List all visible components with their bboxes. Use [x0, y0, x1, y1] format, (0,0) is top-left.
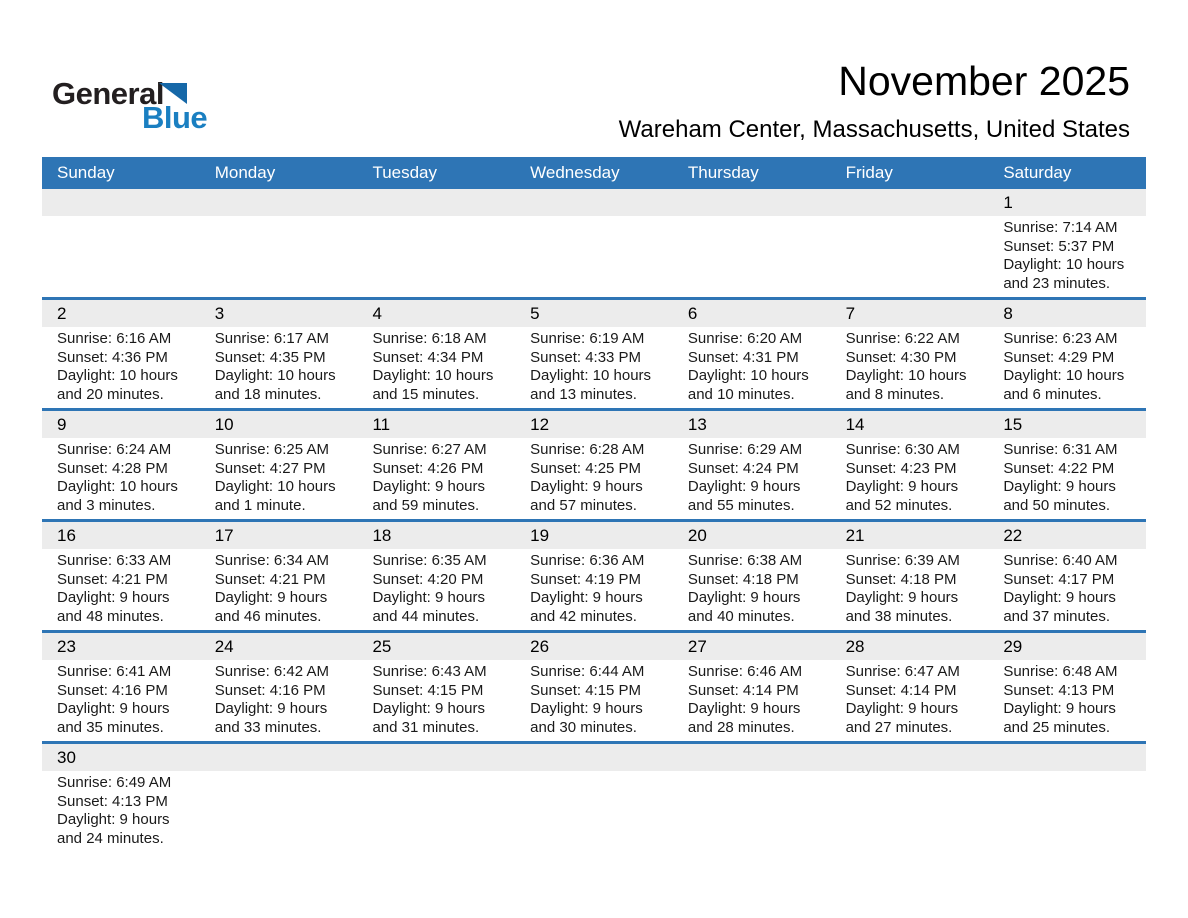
- day-cell: [988, 549, 1146, 630]
- day-info-line: Daylight: 10 hours: [57, 478, 178, 495]
- day-info-line: Daylight: 10 hours: [687, 367, 809, 384]
- empty-day-number: [515, 744, 673, 771]
- day-info-line: Sunset: 4:19 PM: [530, 570, 642, 588]
- day-info-line: and 52 minutes.: [845, 496, 953, 514]
- day-info-line: and 33 minutes.: [214, 718, 322, 736]
- day-cell: [673, 549, 831, 630]
- weekday-header-monday: Monday: [214, 163, 276, 182]
- day-info-line: Sunset: 4:31 PM: [687, 348, 799, 366]
- calendar: [42, 157, 1146, 852]
- day-info-line: Sunset: 4:22 PM: [1003, 459, 1115, 477]
- day-info-line: Sunrise: 6:36 AM: [530, 552, 645, 569]
- day-info-line: Daylight: 10 hours: [214, 478, 336, 495]
- day-info-line: Sunrise: 6:29 AM: [687, 441, 803, 458]
- day-info-line: and 57 minutes.: [530, 496, 637, 514]
- day-number: 27: [687, 637, 707, 656]
- day-info-line: Daylight: 10 hours: [57, 367, 178, 384]
- day-number: 21: [845, 526, 865, 545]
- day-info-line: Sunset: 4:24 PM: [687, 459, 799, 477]
- day-info-line: and 42 minutes.: [530, 607, 637, 625]
- day-info-line: Sunrise: 6:46 AM: [687, 663, 803, 680]
- day-info-line: and 27 minutes.: [845, 718, 953, 736]
- day-info-line: Daylight: 9 hours: [1003, 589, 1116, 606]
- day-info-line: Daylight: 9 hours: [687, 700, 801, 717]
- day-info-line: Daylight: 10 hours: [1003, 256, 1125, 273]
- day-info-line: Sunset: 4:26 PM: [372, 459, 484, 477]
- day-cell: [515, 549, 673, 630]
- day-info-line: Daylight: 9 hours: [57, 589, 170, 606]
- day-info-line: Daylight: 10 hours: [214, 367, 336, 384]
- day-number-band: [42, 633, 1146, 660]
- day-info-line: Sunset: 4:29 PM: [1003, 348, 1115, 366]
- day-info-line: Sunrise: 6:44 AM: [530, 663, 645, 680]
- empty-day-number: [200, 744, 358, 771]
- day-info-line: and 50 minutes.: [1003, 496, 1111, 514]
- day-info-line: Sunrise: 6:40 AM: [1003, 552, 1118, 569]
- day-info-line: Daylight: 9 hours: [214, 700, 328, 717]
- day-info-line: Daylight: 10 hours: [530, 367, 652, 384]
- day-info-line: and 20 minutes.: [57, 385, 164, 403]
- week-row: [42, 522, 1146, 633]
- day-info-line: Sunset: 4:16 PM: [214, 681, 326, 699]
- day-info-line: Daylight: 9 hours: [845, 589, 959, 606]
- day-info-line: Daylight: 9 hours: [845, 700, 959, 717]
- day-number: 6: [687, 304, 698, 323]
- day-info-line: Daylight: 9 hours: [687, 589, 801, 606]
- empty-day-cell: [357, 771, 515, 852]
- empty-day-number: [357, 189, 515, 216]
- day-info-line: Daylight: 9 hours: [57, 811, 170, 828]
- day-info-line: Sunrise: 6:24 AM: [57, 441, 172, 458]
- day-info-line: Sunrise: 6:19 AM: [530, 330, 645, 347]
- empty-day-cell: [988, 771, 1146, 852]
- day-number: 12: [530, 415, 550, 434]
- day-number: 4: [372, 304, 382, 323]
- day-cell: [831, 327, 989, 408]
- week-row: [42, 411, 1146, 522]
- day-info-line: Sunrise: 6:49 AM: [57, 774, 172, 791]
- day-info-line: and 24 minutes.: [57, 829, 164, 847]
- day-number: 28: [845, 637, 865, 656]
- day-info-line: Sunset: 5:37 PM: [1003, 237, 1115, 255]
- day-content-row: [42, 771, 1146, 852]
- day-cell: [988, 216, 1146, 297]
- day-info-line: Sunset: 4:28 PM: [57, 459, 168, 477]
- day-info-line: Sunset: 4:18 PM: [687, 570, 799, 588]
- day-info-line: Sunset: 4:18 PM: [845, 570, 957, 588]
- day-info-line: Sunset: 4:17 PM: [1003, 570, 1115, 588]
- day-info-line: Sunrise: 6:48 AM: [1003, 663, 1118, 680]
- day-number: 30: [57, 748, 76, 767]
- day-info-line: Sunrise: 6:18 AM: [372, 330, 487, 347]
- day-number: 2: [57, 304, 67, 323]
- day-info-line: and 6 minutes.: [1003, 385, 1102, 403]
- logo-text-general: General: [52, 76, 164, 111]
- week-row: [42, 633, 1146, 744]
- day-info-line: and 37 minutes.: [1003, 607, 1111, 625]
- day-cell: [515, 327, 673, 408]
- day-info-line: Sunrise: 6:28 AM: [530, 441, 645, 458]
- day-number-band: [42, 189, 1146, 216]
- day-info-line: Daylight: 9 hours: [845, 478, 959, 495]
- day-info-line: and 59 minutes.: [372, 496, 480, 514]
- day-number: 14: [845, 415, 865, 434]
- general-blue-logo: [52, 76, 272, 136]
- day-info-line: and 40 minutes.: [687, 607, 795, 625]
- day-info-line: and 13 minutes.: [530, 385, 637, 403]
- day-number: 13: [687, 415, 707, 434]
- empty-day-cell: [200, 216, 358, 297]
- day-info-line: Sunrise: 6:16 AM: [57, 330, 172, 347]
- day-info-line: Sunrise: 6:42 AM: [214, 663, 329, 680]
- day-cell: [42, 327, 200, 408]
- day-info-line: Sunrise: 6:41 AM: [57, 663, 172, 680]
- day-number: 22: [1003, 526, 1023, 545]
- empty-day-number: [831, 744, 989, 771]
- day-cell: [42, 771, 200, 852]
- day-cell: [673, 660, 831, 741]
- day-info-line: and 46 minutes.: [214, 607, 322, 625]
- day-info-line: Sunrise: 6:27 AM: [372, 441, 487, 458]
- day-number-band: [42, 744, 1146, 771]
- day-cell: [200, 660, 358, 741]
- day-number: 20: [687, 526, 707, 545]
- day-number: 5: [530, 304, 540, 323]
- day-cell: [42, 549, 200, 630]
- day-info-line: and 25 minutes.: [1003, 718, 1111, 736]
- day-info-line: Sunrise: 7:14 AM: [1003, 219, 1118, 236]
- weekday-header-friday: Friday: [845, 163, 893, 182]
- day-number: 18: [372, 526, 392, 545]
- day-cell: [831, 660, 989, 741]
- day-info-line: Sunrise: 6:35 AM: [372, 552, 487, 569]
- week-row: [42, 744, 1146, 852]
- day-number-band: [42, 300, 1146, 327]
- page-title: November 2025: [838, 58, 1130, 104]
- day-info-line: Sunrise: 6:22 AM: [845, 330, 960, 347]
- day-cell: [357, 660, 515, 741]
- empty-day-cell: [831, 771, 989, 852]
- weekday-header-tuesday: Tuesday: [372, 163, 438, 182]
- day-info-line: and 18 minutes.: [214, 385, 322, 403]
- day-info-line: Sunset: 4:13 PM: [57, 792, 168, 810]
- empty-day-cell: [515, 771, 673, 852]
- day-info-line: and 35 minutes.: [57, 718, 164, 736]
- day-number: 24: [214, 637, 234, 656]
- day-number: 29: [1003, 637, 1023, 656]
- empty-day-cell: [200, 771, 358, 852]
- day-info-line: and 1 minute.: [214, 496, 306, 514]
- day-content-row: [42, 216, 1146, 297]
- empty-day-number: [988, 744, 1146, 771]
- day-info-line: Sunset: 4:34 PM: [372, 348, 484, 366]
- day-number: 1: [1003, 193, 1013, 212]
- empty-day-cell: [357, 216, 515, 297]
- day-info-line: Sunset: 4:16 PM: [57, 681, 168, 699]
- day-cell: [831, 549, 989, 630]
- day-number: 17: [214, 526, 234, 545]
- empty-day-number: [200, 189, 358, 216]
- day-info-line: Daylight: 9 hours: [214, 589, 328, 606]
- day-cell: [831, 438, 989, 519]
- weekday-header-row: [42, 157, 1146, 189]
- day-content-row: [42, 327, 1146, 408]
- day-info-line: Sunrise: 6:31 AM: [1003, 441, 1118, 458]
- day-cell: [673, 438, 831, 519]
- week-row: [42, 189, 1146, 300]
- day-info-line: Sunrise: 6:20 AM: [687, 330, 803, 347]
- empty-day-number: [673, 744, 831, 771]
- day-info-line: Sunrise: 6:38 AM: [687, 552, 803, 569]
- day-cell: [988, 438, 1146, 519]
- day-content-row: [42, 438, 1146, 519]
- empty-day-cell: [673, 771, 831, 852]
- day-info-line: Sunset: 4:30 PM: [845, 348, 957, 366]
- day-number-band: [42, 522, 1146, 549]
- day-cell: [200, 549, 358, 630]
- day-info-line: Daylight: 9 hours: [530, 478, 643, 495]
- weekday-header-saturday: Saturday: [1003, 163, 1072, 182]
- day-number: 8: [1003, 304, 1013, 323]
- empty-day-number: [515, 189, 673, 216]
- day-number: 9: [57, 415, 67, 434]
- empty-day-cell: [515, 216, 673, 297]
- weekday-header-sunday: Sunday: [57, 163, 115, 182]
- day-number: 10: [214, 415, 234, 434]
- day-info-line: Daylight: 9 hours: [372, 700, 485, 717]
- day-info-line: and 44 minutes.: [372, 607, 480, 625]
- day-info-line: Sunset: 4:36 PM: [57, 348, 168, 366]
- page-subtitle: Wareham Center, Massachusetts, United States: [618, 116, 1130, 143]
- day-info-line: Sunset: 4:13 PM: [1003, 681, 1115, 699]
- day-info-line: and 15 minutes.: [372, 385, 480, 403]
- day-info-line: Daylight: 10 hours: [372, 367, 494, 384]
- day-info-line: Daylight: 9 hours: [687, 478, 801, 495]
- day-info-line: and 55 minutes.: [687, 496, 795, 514]
- calendar-weeks: [42, 189, 1146, 852]
- day-cell: [42, 660, 200, 741]
- day-number: 23: [57, 637, 76, 656]
- day-info-line: Sunset: 4:21 PM: [57, 570, 168, 588]
- day-number: 16: [57, 526, 76, 545]
- day-info-line: and 10 minutes.: [687, 385, 795, 403]
- day-content-row: [42, 549, 1146, 630]
- day-cell: [515, 660, 673, 741]
- day-info-line: Sunset: 4:25 PM: [530, 459, 642, 477]
- day-cell: [673, 327, 831, 408]
- day-info-line: and 8 minutes.: [845, 385, 944, 403]
- day-info-line: Sunrise: 6:23 AM: [1003, 330, 1118, 347]
- day-number: 25: [372, 637, 392, 656]
- day-info-line: Daylight: 9 hours: [1003, 478, 1116, 495]
- day-info-line: Sunrise: 6:33 AM: [57, 552, 172, 569]
- logo-text-blue: Blue: [142, 100, 208, 135]
- day-number: 26: [530, 637, 550, 656]
- empty-day-number: [673, 189, 831, 216]
- day-info-line: Daylight: 9 hours: [530, 700, 643, 717]
- day-info-line: Sunset: 4:27 PM: [214, 459, 326, 477]
- day-number: 7: [845, 304, 856, 323]
- day-info-line: and 28 minutes.: [687, 718, 795, 736]
- day-info-line: Daylight: 10 hours: [1003, 367, 1125, 384]
- day-info-line: Daylight: 9 hours: [372, 589, 485, 606]
- day-cell: [988, 327, 1146, 408]
- day-info-line: Sunrise: 6:43 AM: [372, 663, 487, 680]
- day-info-line: Sunset: 4:15 PM: [530, 681, 642, 699]
- empty-day-number: [831, 189, 989, 216]
- day-content-row: [42, 660, 1146, 741]
- weekday-header-thursday: Thursday: [687, 163, 759, 182]
- day-info-line: Daylight: 9 hours: [1003, 700, 1116, 717]
- empty-day-cell: [42, 216, 200, 297]
- day-cell: [42, 438, 200, 519]
- day-info-line: Sunset: 4:23 PM: [845, 459, 957, 477]
- day-cell: [200, 438, 358, 519]
- day-cell: [515, 438, 673, 519]
- day-number: 15: [1003, 415, 1023, 434]
- week-row: [42, 300, 1146, 411]
- day-info-line: Sunrise: 6:30 AM: [845, 441, 960, 458]
- day-cell: [200, 327, 358, 408]
- day-info-line: and 30 minutes.: [530, 718, 637, 736]
- day-info-line: Sunrise: 6:39 AM: [845, 552, 960, 569]
- day-info-line: Sunrise: 6:17 AM: [214, 330, 329, 347]
- weekday-header-wednesday: Wednesday: [530, 163, 620, 182]
- day-info-line: Sunset: 4:20 PM: [372, 570, 484, 588]
- day-info-line: Daylight: 10 hours: [845, 367, 967, 384]
- day-info-line: Sunrise: 6:25 AM: [214, 441, 329, 458]
- day-info-line: Sunset: 4:21 PM: [214, 570, 326, 588]
- day-info-line: and 3 minutes.: [57, 496, 156, 514]
- day-info-line: Sunset: 4:14 PM: [845, 681, 957, 699]
- day-number: 19: [530, 526, 550, 545]
- day-info-line: Sunrise: 6:47 AM: [845, 663, 960, 680]
- day-cell: [357, 327, 515, 408]
- day-number-band: [42, 411, 1146, 438]
- day-info-line: and 31 minutes.: [372, 718, 480, 736]
- day-info-line: Sunset: 4:15 PM: [372, 681, 484, 699]
- day-info-line: and 23 minutes.: [1003, 274, 1111, 292]
- day-info-line: and 48 minutes.: [57, 607, 164, 625]
- day-info-line: Daylight: 9 hours: [372, 478, 485, 495]
- empty-day-cell: [673, 216, 831, 297]
- day-cell: [988, 660, 1146, 741]
- day-info-line: Daylight: 9 hours: [530, 589, 643, 606]
- day-cell: [357, 438, 515, 519]
- day-info-line: Sunset: 4:35 PM: [214, 348, 326, 366]
- day-info-line: Sunset: 4:14 PM: [687, 681, 799, 699]
- empty-day-cell: [831, 216, 989, 297]
- day-number: 11: [372, 415, 391, 434]
- day-info-line: Daylight: 9 hours: [57, 700, 170, 717]
- empty-day-number: [42, 189, 200, 216]
- day-info-line: and 38 minutes.: [845, 607, 953, 625]
- day-cell: [357, 549, 515, 630]
- empty-day-number: [357, 744, 515, 771]
- day-info-line: Sunset: 4:33 PM: [530, 348, 642, 366]
- day-info-line: Sunrise: 6:34 AM: [214, 552, 329, 569]
- day-number: 3: [214, 304, 225, 323]
